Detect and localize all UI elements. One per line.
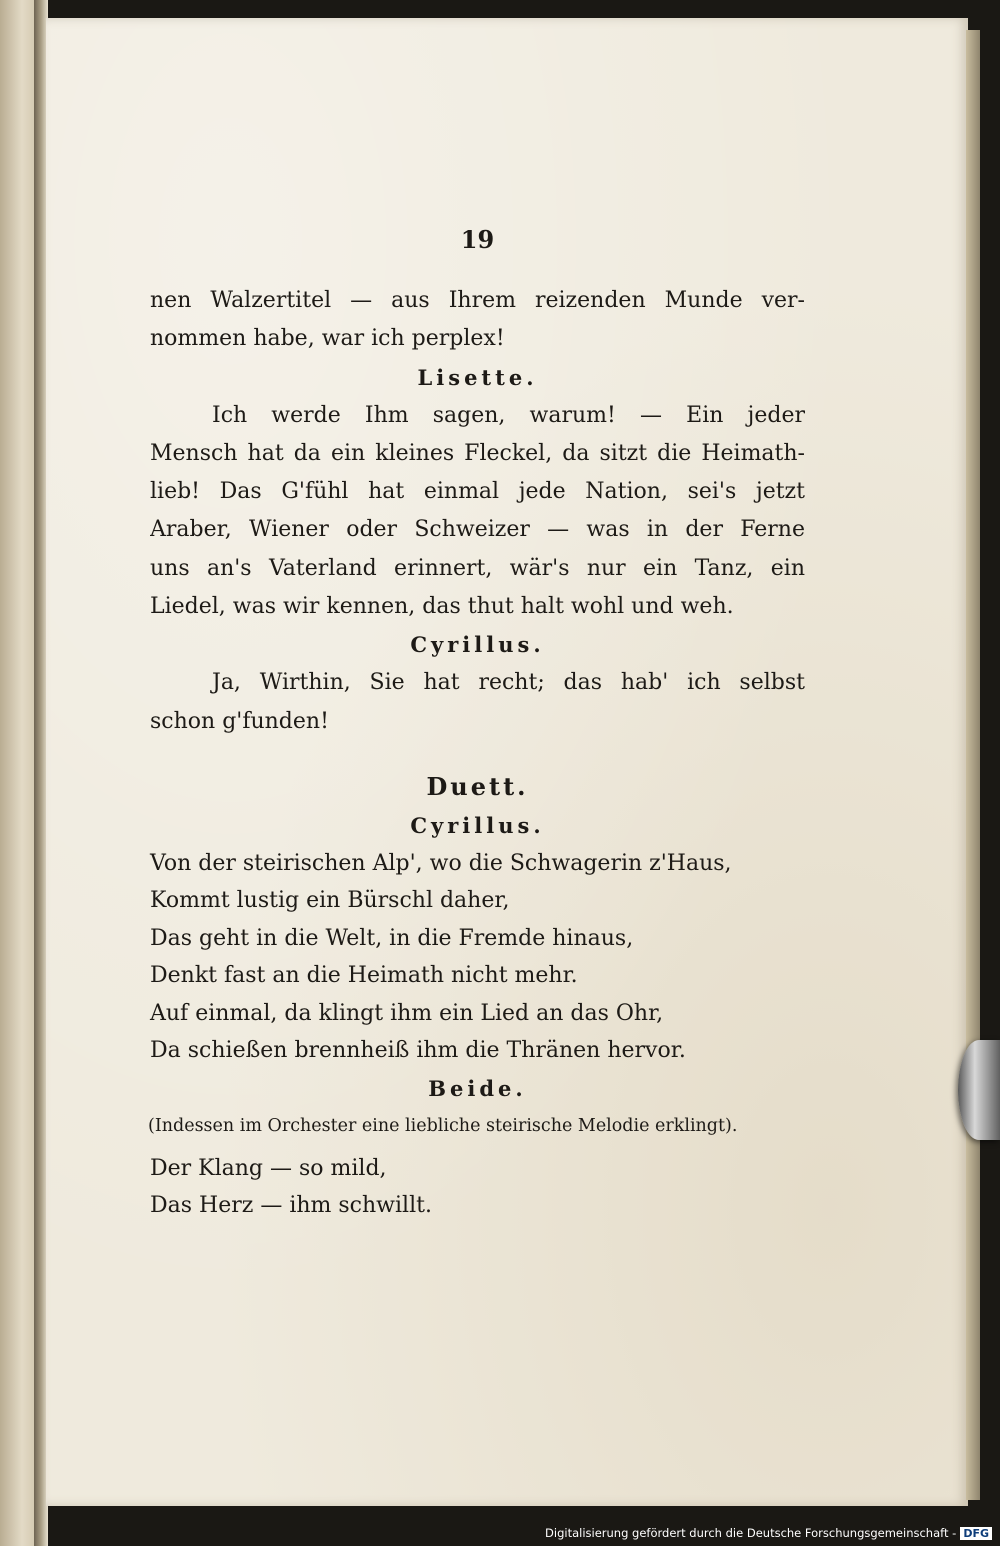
stage-direction: (Indessen im Orchester eine liebliche steirische Melodie erklingt). bbox=[148, 1115, 738, 1136]
text-line: lieb! Das G'fühl hat einmal jede Nation, sei's jetzt bbox=[150, 479, 805, 505]
duet-heading: Duett. bbox=[426, 771, 529, 801]
text-line: uns an's Vaterland erinnert, wär's nur ein Tanz, ein bbox=[150, 555, 805, 581]
text-line: Ja, Wirthin, Sie hat recht; das hab' ich selbst bbox=[212, 670, 805, 696]
dfg-logo: DFG bbox=[960, 1527, 992, 1540]
text-line: schon g'funden! bbox=[150, 708, 329, 734]
speaker-name-beide: Beide. bbox=[428, 1075, 527, 1101]
speech-1 bbox=[150, 282, 805, 359]
verse-line: Der Klang — so mild, bbox=[150, 1155, 387, 1181]
speech-2 bbox=[150, 397, 805, 627]
verse-line: Das Herz — ihm schwillt. bbox=[150, 1193, 432, 1219]
credit-text: Digitalisierung gefördert durch die Deutsche Forschungsgemeinschaft - bbox=[545, 1526, 957, 1540]
speaker-name-lisette: Lisette. bbox=[417, 364, 538, 390]
text-line: Araber, Wiener oder Schweizer — was in der Ferne bbox=[150, 517, 805, 543]
verse-line: Da schießen brennheiß ihm die Thränen hervor. bbox=[150, 1038, 686, 1064]
page-stack-edge bbox=[966, 30, 980, 1500]
page-text bbox=[150, 222, 805, 1225]
verse-line: Das geht in die Welt, in die Fremde hinaus, bbox=[150, 925, 634, 951]
page-clip bbox=[958, 1040, 1000, 1140]
text-line: Ich werde Ihm sagen, warum! — Ein jeder bbox=[212, 402, 805, 428]
digitization-credit bbox=[545, 1526, 992, 1540]
page-number: 19 bbox=[460, 225, 495, 254]
text-line: nommen habe, war ich perplex! bbox=[150, 326, 505, 352]
verse-line: Kommt lustig ein Bürschl daher, bbox=[150, 888, 510, 914]
speaker-name-cyrillus: Cyrillus. bbox=[410, 632, 545, 658]
text-line: Liedel, was wir kennen, das thut halt wohl und weh. bbox=[150, 594, 734, 620]
text-line: nen Walzertitel — aus Ihrem reizenden Munde ver- bbox=[150, 288, 805, 313]
text-line: Mensch hat da ein kleines Fleckel, da sitzt die Heimath- bbox=[150, 440, 805, 466]
verse-line: Denkt fast an die Heimath nicht mehr. bbox=[150, 963, 578, 989]
speaker-name-cyrillus: Cyrillus. bbox=[410, 812, 545, 838]
verse-line: Auf einmal, da klingt ihm ein Lied an das Ohr, bbox=[150, 1000, 664, 1026]
verse-2 bbox=[150, 1150, 805, 1225]
verse-line: Von der steirischen Alp', wo die Schwagerin z'Haus, bbox=[150, 850, 732, 876]
verse-1 bbox=[150, 845, 805, 1070]
speech-3 bbox=[150, 664, 805, 741]
